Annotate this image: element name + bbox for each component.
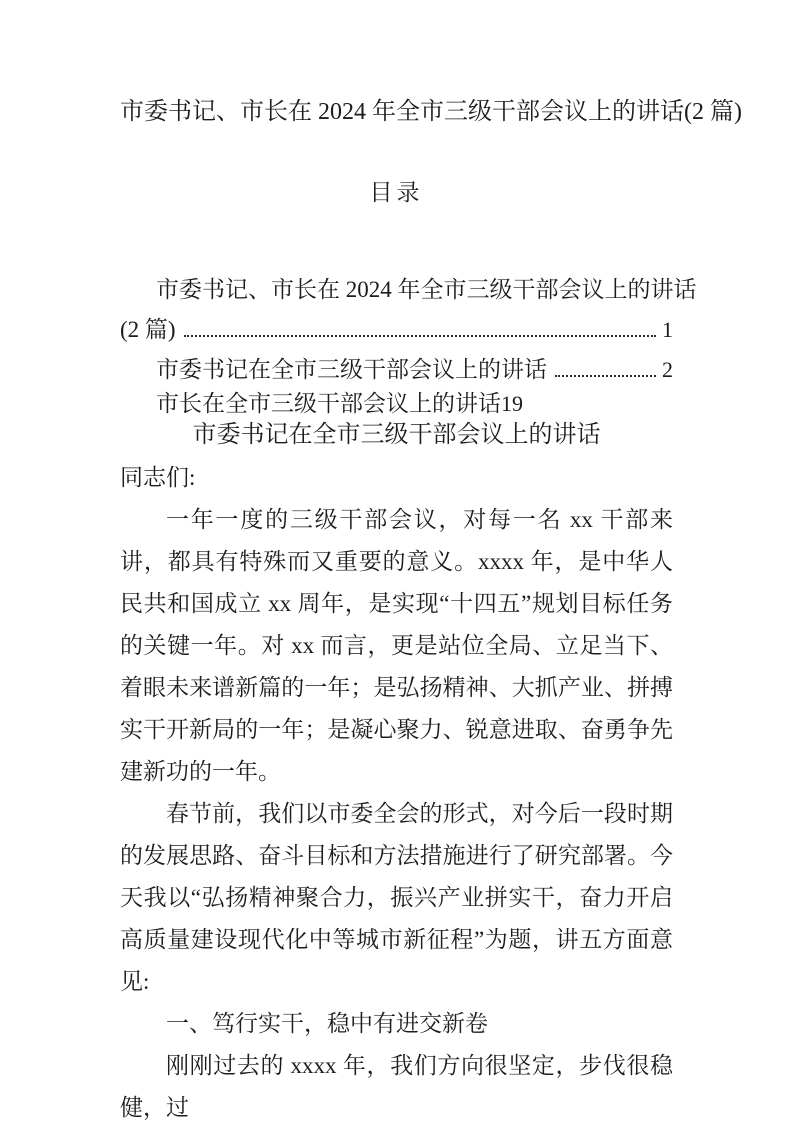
body-paragraph-3: 刚刚过去的 xxxx 年，我们方向很坚定，步伐很稳健，过 — [120, 1053, 673, 1120]
toc-entry-2[interactable] — [120, 350, 673, 390]
toc-page-number: 2 — [662, 357, 673, 382]
document-title: 市委书记、市长在 2024 年全市三级干部会议上的讲话(2 篇) — [120, 99, 742, 125]
toc-entry-3[interactable] — [120, 390, 673, 418]
toc-entry-text: 市委书记、市长在 2024 年全市三级干部会议上的讲话 — [156, 277, 697, 302]
section-heading: 市委书记在全市三级干部会议上的讲话 — [192, 422, 601, 448]
toc-page-number: 19 — [501, 391, 523, 416]
table-of-contents — [120, 270, 697, 418]
salutation: 同志们: — [120, 465, 196, 490]
page-content — [0, 96, 793, 1122]
body-paragraph-1: 一年一度的三级干部会议，对每一名 xx 干部来讲，都具有特殊而又重要的意义。xxxx 年，是中华人民共和国成立 xx 周年，是实现“十四五”规划目标任务的关键一年。对 xx 而言，更是站位全局、立足当下、着眼未来谱新篇的一年；是弘扬精神、大抓产业、拼搏实干开新局的一年；是凝心聚力、锐意进取、奋勇争先建新功的一年。 — [120, 507, 673, 784]
toc-entry-text: 市委书记在全市三级干部会议上的讲话 — [156, 357, 547, 382]
toc-entry-text: (2 篇) — [120, 317, 176, 342]
toc-leader-dots — [555, 375, 656, 377]
toc-leader-dots — [184, 335, 656, 337]
toc-page-number: 1 — [662, 317, 673, 342]
section-subheading: 一、笃行实干，稳中有进交新卷 — [166, 1011, 488, 1036]
toc-entry-1-line-1[interactable] — [120, 270, 697, 310]
toc-entry-1-line-2[interactable] — [120, 310, 673, 350]
toc-entry-text: 市长在全市三级干部会议上的讲话 — [156, 391, 501, 416]
body-paragraph-2: 春节前，我们以市委全会的形式，对今后一段时期的发展思路、奋斗目标和方法措施进行了研究部署。今天我以“弘扬精神聚合力，振兴产业拼实干，奋力开启高质量建设现代化中等城市新征程”为题，讲五方面意见: — [120, 801, 673, 994]
document-body — [120, 457, 673, 1122]
toc-heading: 目录 — [369, 180, 424, 205]
